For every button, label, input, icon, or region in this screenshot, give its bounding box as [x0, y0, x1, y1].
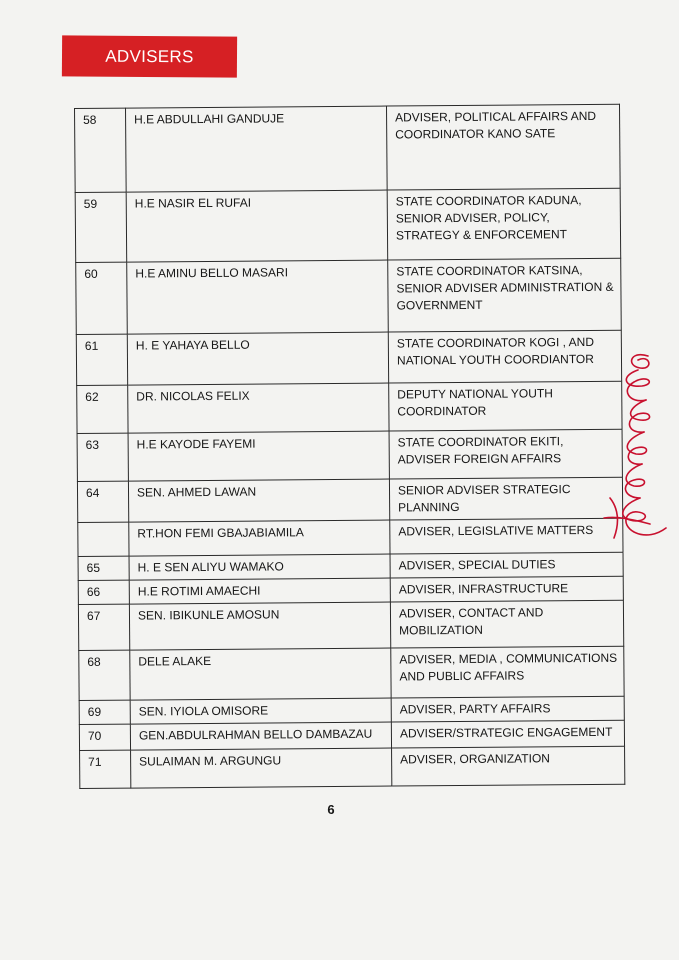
- table-row: [78, 518, 623, 556]
- adviser-name: SEN. IYIOLA OMISORE: [130, 698, 391, 724]
- row-number: 71: [80, 750, 131, 788]
- row-number: 67: [78, 604, 129, 650]
- adviser-name: H.E NASIR EL RUFAI: [126, 190, 388, 262]
- row-number: 68: [79, 650, 130, 700]
- adviser-name: GEN.ABDULRAHMAN BELLO DAMBAZAU: [130, 722, 391, 750]
- adviser-role: SENIOR ADVISER STRATEGIC PLANNING: [389, 477, 622, 520]
- table-row: [77, 429, 622, 481]
- adviser-role: ADVISER, CONTACT AND MOBILIZATION: [390, 600, 623, 648]
- adviser-name: H. E YAHAYA BELLO: [127, 332, 388, 385]
- row-number: 61: [76, 334, 127, 385]
- adviser-role: STATE COORDINATOR EKITI, ADVISER FOREIGN AFFAIRS: [389, 429, 622, 479]
- adviser-name: H.E AMINU BELLO MASARI: [127, 260, 389, 334]
- adviser-name: RT.HON FEMI GBAJABIAMILA: [129, 520, 390, 556]
- section-banner: [62, 35, 237, 77]
- row-number: 60: [76, 262, 128, 334]
- row-number: 63: [77, 433, 128, 481]
- table-row: [76, 258, 622, 334]
- adviser-role: STATE COORDINATOR KATSINA, SENIOR ADVISER ADMINISTRATION & GOVERNMENT: [388, 258, 622, 332]
- adviser-role: ADVISER, INFRASTRUCTURE: [390, 576, 623, 602]
- adviser-name: H.E ROTIMI AMAECHI: [129, 578, 390, 604]
- adviser-name: DELE ALAKE: [130, 648, 391, 700]
- row-number: 64: [77, 481, 128, 522]
- section-title: ADVISERS: [105, 46, 194, 66]
- adviser-role: STATE COORDINATOR KOGI , AND NATIONAL YOUTH COORDIANTOR: [388, 330, 621, 383]
- row-number: 69: [79, 700, 130, 724]
- row-number: 65: [78, 556, 129, 580]
- row-number: 70: [79, 724, 130, 750]
- adviser-role: ADVISER, POLITICAL AFFAIRS AND COORDINATOR KANO SATE: [386, 104, 620, 190]
- adviser-role: ADVISER, ORGANIZATION: [392, 746, 625, 786]
- adviser-name: DR. NICOLAS FELIX: [128, 383, 389, 433]
- table-row: [77, 477, 622, 522]
- adviser-role: STATE COORDINATOR KADUNA, SENIOR ADVISER, POLICY, STRATEGY & ENFORCEMENT: [387, 188, 621, 260]
- table-row: [75, 104, 621, 192]
- table-row: [77, 381, 622, 433]
- adviser-name: H.E ABDULLAHI GANDUJE: [126, 106, 388, 192]
- adviser-role: ADVISER, MEDIA , COMMUNICATIONS AND PUBLIC AFFAIRS: [391, 646, 624, 698]
- table-row: [75, 188, 621, 262]
- row-number: 62: [77, 385, 128, 433]
- row-number: 59: [75, 192, 127, 262]
- table-row: [79, 646, 624, 700]
- advisers-table: [74, 104, 625, 789]
- adviser-name: H.E KAYODE FAYEMI: [128, 431, 389, 481]
- adviser-role: DEPUTY NATIONAL YOUTH COORDINATOR: [389, 381, 622, 431]
- adviser-role: ADVISER, SPECIAL DUTIES: [390, 552, 623, 578]
- adviser-role: ADVISER, LEGISLATIVE MATTERS: [390, 518, 623, 554]
- adviser-name: SULAIMAN M. ARGUNGU: [131, 748, 392, 788]
- row-number: 58: [75, 108, 127, 192]
- table-row: [80, 746, 625, 788]
- row-number: [78, 522, 129, 556]
- adviser-name: SEN. AHMED LAWAN: [128, 479, 389, 522]
- table-row: [76, 330, 621, 385]
- table-row: [78, 600, 623, 650]
- adviser-name: H. E SEN ALIYU WAMAKO: [129, 554, 390, 580]
- adviser-role: ADVISER/STRATEGIC ENGAGEMENT: [391, 720, 624, 748]
- adviser-name: SEN. IBIKUNLE AMOSUN: [129, 602, 390, 650]
- handwritten-signature: [590, 348, 670, 548]
- page-number: 6: [327, 802, 335, 817]
- adviser-role: ADVISER, PARTY AFFAIRS: [391, 696, 624, 722]
- row-number: 66: [78, 580, 129, 604]
